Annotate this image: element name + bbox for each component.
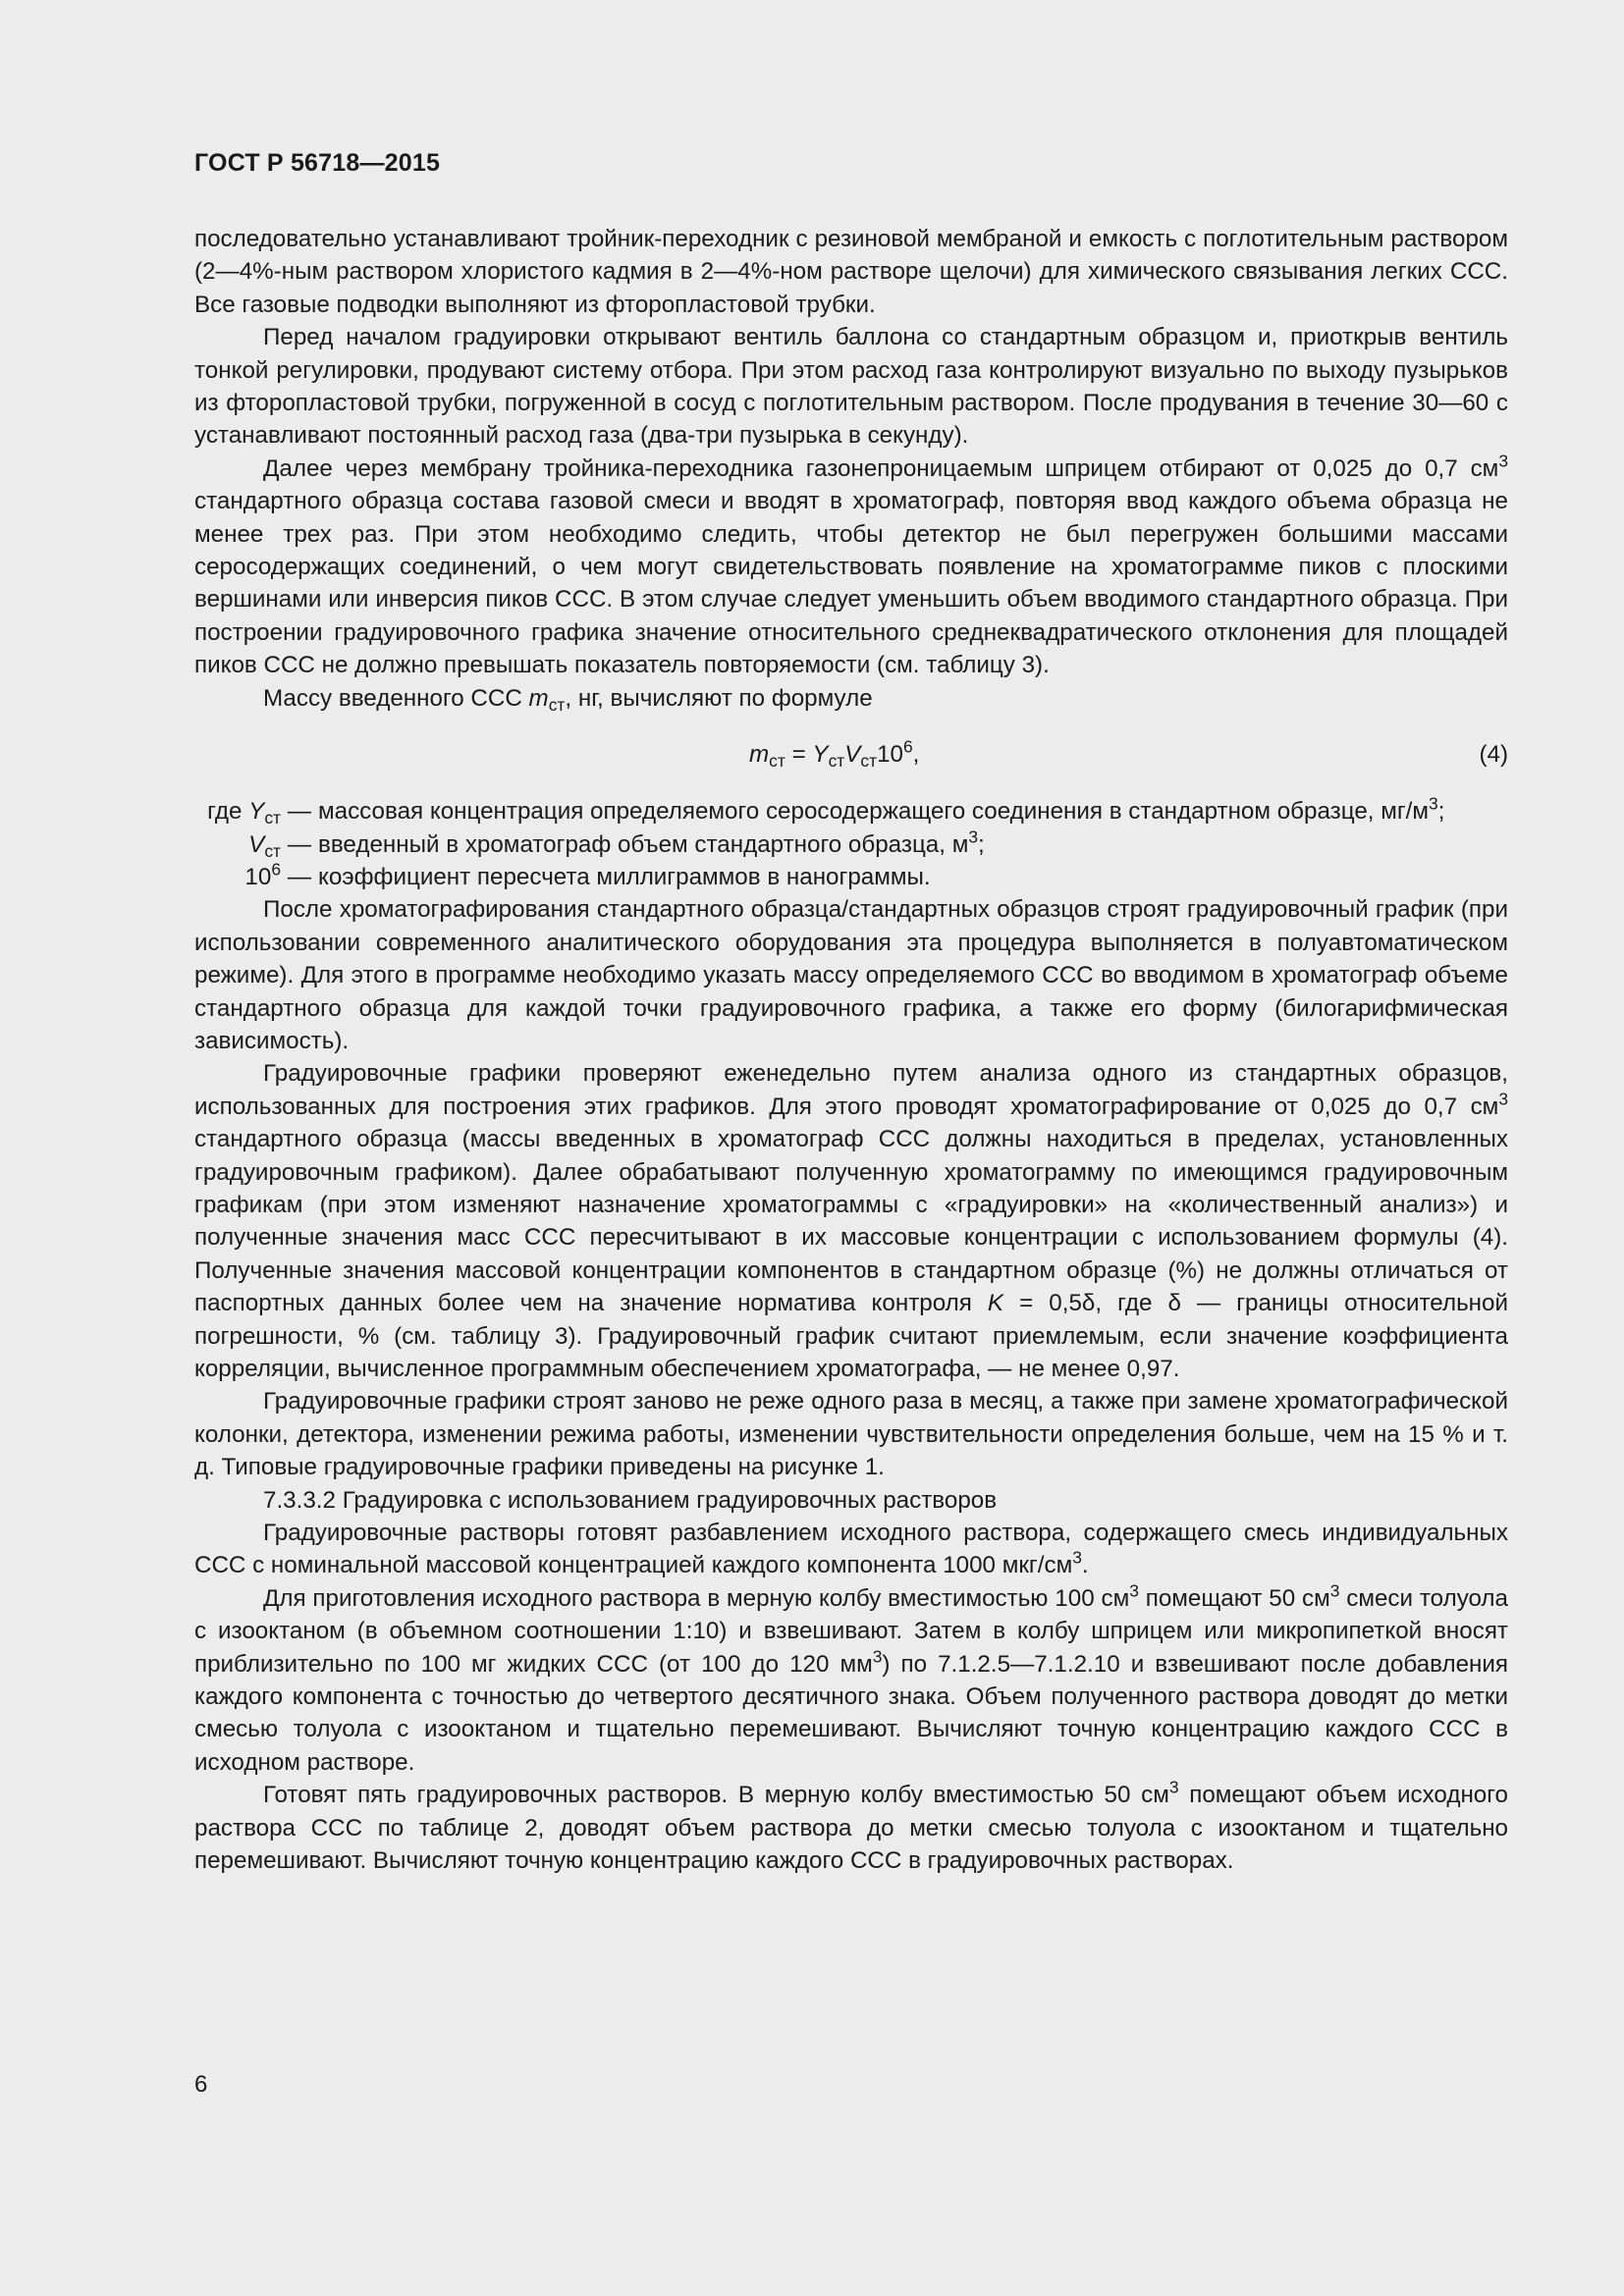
where-symbol	[194, 795, 281, 828]
formula-number: (4)	[1479, 741, 1508, 769]
where-symbol	[194, 828, 281, 861]
power-base: 10	[244, 863, 272, 890]
superscript: 3	[1329, 1580, 1340, 1601]
dash: —	[287, 798, 312, 826]
superscript: 3	[1168, 1777, 1179, 1797]
text-run: массовая концентрация определяемого серосодержащего соединения в стандартном образце, мг/м	[318, 798, 1430, 826]
symbol-y: Y	[812, 741, 829, 769]
superscript: 3	[1129, 1580, 1139, 1601]
superscript: 6	[271, 859, 281, 880]
dash: —	[287, 863, 312, 890]
paragraph: После хроматографирования стандартного образца/стандартных образцов строят градуировочный график (при использовании современного аналитического оборудования эта процедура выполняется в полуавтоматическом режиме). Для этого в программе необходимо указать массу определяемого ССС во вводимом в хроматограф объеме стандартного образца для каждой точки градуировочного графика, а также его форму (билогарифмическая зависимость).	[194, 896, 1508, 1054]
formula-4	[194, 719, 1508, 789]
symbol-m: m	[749, 741, 770, 769]
text-run: Далее через мембрану тройника-переходника газонепроницаемым шприцем отбирают от 0,025 до 0,7 см	[263, 454, 1499, 482]
text-run: помещают 50 см	[1138, 1584, 1330, 1612]
text-run: Для приготовления исходного раствора в мерную колбу вместимостью 100 см	[263, 1584, 1130, 1612]
text-run: ) по 7.1.2.5—7.1.2.10 и взвешивают после добавления каждого компонента с точностью до четвертого десятичного знака. Объем полученного раствора доводят до метки смесью толуола с изооктаном и тщательно перемешивают. Вычисляют точную концентрацию каждого ССС в исходном растворе.	[194, 1650, 1508, 1776]
superscript: 3	[1498, 451, 1508, 471]
superscript: 3	[968, 826, 979, 846]
text-run: Градуировочные графики проверяют еженедельно путем анализа одного из стандартных образцов, использованных для построения этих графиков. Для этого проводят хроматографирование от 0,025 до 0,7 см	[194, 1060, 1508, 1120]
paragraph	[194, 1582, 1508, 1779]
paragraph	[194, 682, 1508, 715]
superscript: 3	[1429, 793, 1438, 814]
page-number: 6	[194, 2071, 208, 2098]
text-run: Градуировочные растворы готовят разбавлением исходного раствора, содержащего смесь индивидуальных ССС с номинальной массовой концентрацией каждого компонента 1000 мкг/см	[194, 1520, 1508, 1579]
superscript: 3	[1498, 1089, 1508, 1109]
text-run: помещают объем исходного раствора ССС по таблице 2, доводят объем раствора до метки смесью толуола с изооктаном и тщательно перемешивают. Вычисляют точную концентрацию каждого ССС в градуировочных растворах.	[194, 1782, 1508, 1875]
superscript: 3	[872, 1646, 883, 1667]
where-description	[318, 828, 1508, 861]
paragraph	[194, 453, 1508, 682]
where-prefix: где	[207, 798, 249, 826]
paragraph	[194, 1517, 1508, 1582]
symbol-v: V	[248, 830, 265, 858]
subscript: ст	[860, 750, 878, 771]
equals-sign: =	[785, 741, 813, 769]
text-run: ;	[978, 830, 985, 858]
where-symbol	[194, 861, 281, 893]
text-run: Готовят пять градуировочных растворов. В мерную колбу вместимостью 50 см	[263, 1782, 1169, 1809]
text-run: стандартного образца состава газовой смеси и вводят в хроматограф, повторяя ввод каждого объема образца не менее трех раз. При этом необходимо следить, чтобы детектор не был перегружен большими массами серосодержащих соединений, о чем могут свидетельствовать появление на хроматограмме пиков с плоскими вершинами или инверсия пиков ССС. В этом случае следует уменьшить объем вводимого стандартного образца. При построении градуировочного графика значение относительного среднеквадратического отклонения для площадей пиков ССС не должно превышать показатель повторяемости (см. таблицу 3).	[194, 488, 1508, 679]
symbol-y: Y	[248, 798, 265, 826]
text-run: , нг, вычисляют по формуле	[565, 684, 873, 712]
subscript: ст	[769, 750, 785, 771]
power-base: 10	[877, 741, 903, 769]
document-header: ГОСТ Р 56718—2015	[194, 149, 441, 177]
symbol-m: m	[528, 684, 549, 712]
text-run: стандартного образца (массы введенных в хроматограф ССС должны находиться в пределах, установленных градуировочным графиком). Далее обрабатывают полученную хроматограмму по имеющимся градуировочным графикам (при этом изменяют назначение хроматограммы с «градуировки» на «количественный анализ») и полученные значения масс ССС пересчитывают в их массовые концентрации с использованием формулы (4). Полученные значения массовой концентрации компонентов в стандартном образце (%) не должны отличаться от паспортных данных более чем на значение норматива контроля	[194, 1126, 1508, 1317]
formula-expression	[749, 738, 919, 771]
where-item	[194, 795, 1508, 828]
where-item	[194, 861, 1508, 893]
subscript: ст	[828, 750, 845, 771]
symbol-k: K	[987, 1290, 1004, 1317]
symbol-v: V	[844, 741, 861, 769]
dash: —	[287, 830, 312, 858]
section-heading: 7.3.3.2 Градуировка с использованием градуировочных растворов	[263, 1486, 998, 1514]
paragraph	[194, 1057, 1508, 1385]
subscript: ст	[264, 840, 281, 861]
paragraph: Градуировочные графики строят заново не реже одного раза в месяц, а также при замене хроматографической колонки, детектора, изменении режима работы, изменении чувствительности определения больше, чем на 15 % и т. д. Типовые градуировочные графики приведены на рисунке 1.	[194, 1388, 1508, 1481]
paragraph	[194, 1779, 1508, 1877]
superscript: 6	[902, 736, 913, 757]
superscript: 3	[1072, 1547, 1082, 1568]
where-item	[194, 828, 1508, 861]
text-run: смеси толуола с изооктаном (в объемном соотношении 1:10) и взвешивают. Затем в колбу шприцем или микропипеткой вносят приблизительно по 100 мг жидких ССС (от 100 до 120 мм	[194, 1584, 1508, 1678]
where-description: коэффициент пересчета миллиграммов в нанограммы.	[318, 863, 931, 890]
document-body	[194, 223, 1508, 1878]
comma: ,	[912, 741, 920, 769]
subscript: ст	[548, 694, 566, 715]
where-list	[194, 795, 1508, 893]
paragraph: Перед началом градуировки открывают вентиль баллона со стандартным образцом и, приоткрыв вентиль тонкой регулировки, продувают систему отбора. При этом расход газа контролируют визуально по выходу пузырьков из фторопластовой трубки, погруженной в сосуд с поглотительным раствором. После продувания в течение 30—60 с устанавливают постоянный расход газа (два-три пузырька в секунду).	[194, 324, 1508, 450]
text-run: Массу введенного ССС	[263, 684, 529, 712]
subscript: ст	[264, 807, 281, 828]
text-run: .	[1081, 1552, 1089, 1579]
text-run: введенный в хроматограф объем стандартного образца, м	[318, 830, 969, 858]
text-run: ;	[1437, 798, 1445, 826]
text-run: = 0,5δ, где δ — границы относительной погрешности, % (см. таблицу 3). Градуировочный график считают приемлемым, если значение коэффициента корреляции, вычисленное программным обеспечением хроматографа, — не менее 0,97.	[194, 1290, 1508, 1382]
where-description	[318, 795, 1508, 828]
paragraph: последовательно устанавливают тройник-переходник с резиновой мембраной и емкость с поглотительным раствором (2—4%-ным раствором хлористого кадмия в 2—4%-ном растворе щелочи) для химического связывания легких ССС. Все газовые подводки выполняют из фторопластовой трубки.	[194, 226, 1508, 318]
